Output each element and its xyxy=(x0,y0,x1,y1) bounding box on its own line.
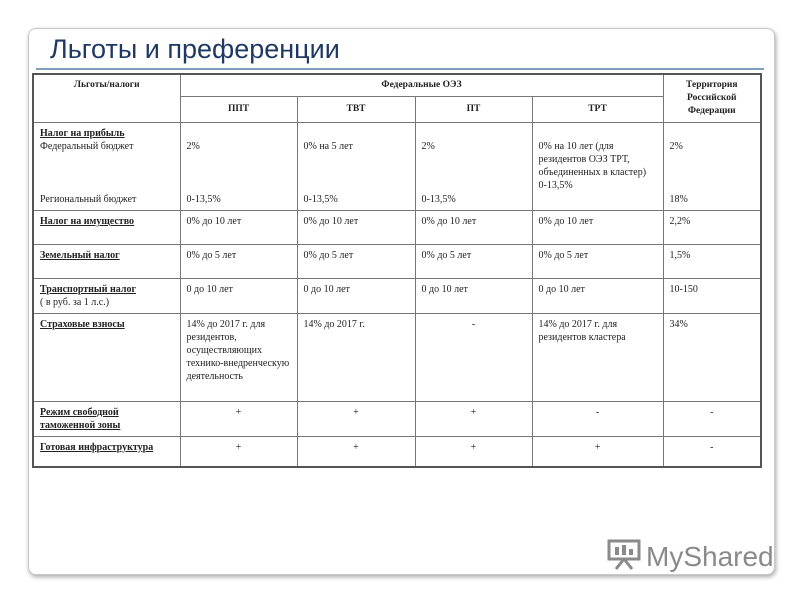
cell: 14% до 2017 г. xyxy=(297,314,415,402)
cell: 0% до 10 лет xyxy=(180,211,297,245)
cell xyxy=(180,123,297,211)
cell xyxy=(532,123,663,211)
cell: - xyxy=(663,437,761,467)
table-row xyxy=(33,245,761,279)
cell-value: 2% xyxy=(186,141,200,152)
table-row xyxy=(33,314,761,402)
cell: 2,2% xyxy=(663,211,761,245)
page-title: Льготы и преференции xyxy=(50,34,340,64)
row-sub: ( в руб. за 1 л.с.) xyxy=(40,297,110,308)
cell-value: 0-13,5% xyxy=(538,180,573,191)
cell: 1,5% xyxy=(663,245,761,279)
cell-value: 18% xyxy=(669,194,688,205)
benefits-table xyxy=(32,73,762,468)
row-label xyxy=(33,123,180,211)
row-title: Транспортный налог xyxy=(40,284,136,295)
cell xyxy=(297,123,415,211)
cell: - xyxy=(415,314,532,402)
row-label xyxy=(33,314,180,402)
table-row xyxy=(33,279,761,314)
cell: 0% до 5 лет xyxy=(415,245,532,279)
cell: + xyxy=(180,437,297,467)
header-taxes: Льготы/налоги xyxy=(33,74,180,123)
cell: + xyxy=(415,437,532,467)
cell-value: 2% xyxy=(669,141,683,152)
title-divider xyxy=(36,68,764,70)
cell-value: 0-13,5% xyxy=(303,194,338,205)
row-title: Режим свободной таможенной зоны xyxy=(40,407,121,431)
table-row xyxy=(33,437,761,467)
cell: + xyxy=(180,402,297,437)
cell-value: 0% на 10 лет (для резидентов ОЭЗ ТРТ, объединенных в кластер) xyxy=(538,141,647,178)
cell-value: 0-13,5% xyxy=(186,194,221,205)
cell: + xyxy=(297,402,415,437)
table-row xyxy=(33,123,761,211)
row-sub-regional: Региональный бюджет xyxy=(40,194,137,205)
cell: 0% до 5 лет xyxy=(297,245,415,279)
header-tvt: ТВТ xyxy=(297,97,415,123)
header-fed-oez: Федеральные ОЭЗ xyxy=(180,74,663,97)
header-ppt: ППТ xyxy=(180,97,297,123)
row-title: Налог на прибыль xyxy=(40,128,125,139)
cell xyxy=(663,123,761,211)
cell: + xyxy=(532,437,663,467)
row-title: Земельный налог xyxy=(40,250,120,261)
row-label xyxy=(33,279,180,314)
header-row-1 xyxy=(33,74,761,97)
cell: 0% до 10 лет xyxy=(297,211,415,245)
cell: 0 до 10 лет xyxy=(415,279,532,314)
cell: 0% до 10 лет xyxy=(532,211,663,245)
header-pt: ПТ xyxy=(415,97,532,123)
watermark-logo xyxy=(606,538,774,575)
cell: 0% до 10 лет xyxy=(415,211,532,245)
cell: 0% до 5 лет xyxy=(180,245,297,279)
row-sub-federal: Федеральный бюджет xyxy=(40,141,134,152)
row-title: Страховые взносы xyxy=(40,319,125,330)
cell: + xyxy=(297,437,415,467)
table-row xyxy=(33,211,761,245)
cell: - xyxy=(663,402,761,437)
row-label xyxy=(33,211,180,245)
cell: 34% xyxy=(663,314,761,402)
cell: + xyxy=(415,402,532,437)
cell: 10-150 xyxy=(663,279,761,314)
cell: 0 до 10 лет xyxy=(532,279,663,314)
row-label xyxy=(33,437,180,467)
cell-value: 0-13,5% xyxy=(421,194,456,205)
row-title: Готовая инфраструктура xyxy=(40,442,154,453)
row-title: Налог на имущество xyxy=(40,216,135,227)
row-label xyxy=(33,402,180,437)
cell: - xyxy=(532,402,663,437)
cell: 0% до 5 лет xyxy=(532,245,663,279)
header-trt: ТРТ xyxy=(532,97,663,123)
cell: 0 до 10 лет xyxy=(180,279,297,314)
table-row xyxy=(33,402,761,437)
header-territory: Территория Российской Федерации xyxy=(663,74,761,123)
cell-value: 2% xyxy=(421,141,435,152)
cell-value: 0% на 5 лет xyxy=(303,141,353,152)
cell: 14% до 2017 г. для резидентов кластера xyxy=(532,314,663,402)
cell: 0 до 10 лет xyxy=(297,279,415,314)
watermark-text: MyShared xyxy=(646,540,774,572)
cell: 14% до 2017 г. для резидентов, осуществляющих технико-внедренческую деятельность xyxy=(180,314,297,402)
presentation-icon xyxy=(606,538,642,575)
cell xyxy=(415,123,532,211)
row-label xyxy=(33,245,180,279)
